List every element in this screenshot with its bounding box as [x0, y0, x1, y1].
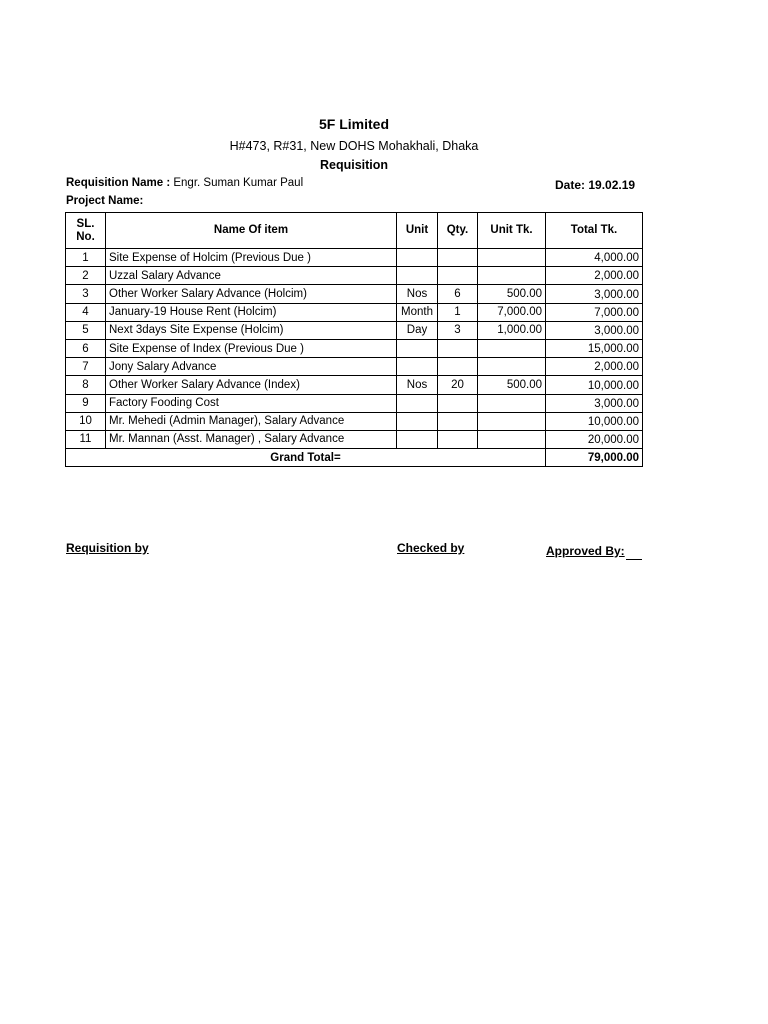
cell-sl: 9	[66, 394, 106, 412]
table-row	[66, 412, 643, 430]
cell-qty	[438, 430, 478, 448]
requisition-name-line	[66, 177, 303, 189]
cell-total: 3,000.00	[546, 394, 643, 412]
cell-unit-tk: 7,000.00	[478, 303, 546, 321]
cell-unit-tk	[478, 412, 546, 430]
approved-by-signature-line	[626, 559, 642, 560]
cell-sl: 7	[66, 358, 106, 376]
cell-unit-tk	[478, 430, 546, 448]
cell-total: 10,000.00	[546, 376, 643, 394]
document-title: Requisition	[319, 158, 389, 172]
table-row	[66, 249, 643, 267]
table-header-row	[66, 213, 643, 249]
cell-unit	[397, 267, 438, 285]
cell-sl: 3	[66, 285, 106, 303]
company-address: H#473, R#31, New DOHS Mohakhali, Dhaka	[229, 139, 479, 153]
approved-by-label: Approved By:	[546, 544, 625, 558]
cell-unit	[397, 412, 438, 430]
requisition-by-label: Requisition by	[66, 541, 149, 555]
requisition-name-value: Engr. Suman Kumar Paul	[173, 177, 304, 189]
cell-qty	[438, 394, 478, 412]
cell-qty: 6	[438, 285, 478, 303]
cell-item: Uzzal Salary Advance	[106, 267, 397, 285]
cell-sl: 11	[66, 430, 106, 448]
header-qty: Qty.	[438, 213, 478, 249]
cell-item: Other Worker Salary Advance (Index)	[106, 376, 397, 394]
cell-unit-tk: 1,000.00	[478, 321, 546, 339]
cell-total: 3,000.00	[546, 321, 643, 339]
cell-total: 3,000.00	[546, 285, 643, 303]
cell-total: 2,000.00	[546, 267, 643, 285]
cell-unit	[397, 394, 438, 412]
cell-unit-tk	[478, 249, 546, 267]
header-no: No.	[76, 230, 95, 243]
cell-qty: 3	[438, 321, 478, 339]
cell-sl: 4	[66, 303, 106, 321]
cell-qty	[438, 249, 478, 267]
table-row	[66, 430, 643, 448]
header-sl-no	[66, 213, 106, 249]
cell-item: Mr. Mehedi (Admin Manager), Salary Advance	[106, 412, 397, 430]
project-name-label: Project Name:	[66, 195, 144, 207]
requisition-name-label: Requisition Name :	[66, 177, 171, 189]
table-row	[66, 339, 643, 357]
cell-unit	[397, 249, 438, 267]
cell-qty	[438, 412, 478, 430]
cell-unit-tk: 500.00	[478, 376, 546, 394]
cell-qty: 20	[438, 376, 478, 394]
table-row	[66, 285, 643, 303]
checked-by-label: Checked by	[397, 541, 465, 555]
grand-total-label: Grand Total=	[66, 449, 546, 467]
cell-qty	[438, 339, 478, 357]
cell-sl: 10	[66, 412, 106, 430]
grand-total-row	[66, 449, 643, 467]
cell-qty	[438, 358, 478, 376]
cell-item: Jony Salary Advance	[106, 358, 397, 376]
table-row	[66, 376, 643, 394]
cell-total: 15,000.00	[546, 339, 643, 357]
cell-unit: Nos	[397, 285, 438, 303]
cell-qty: 1	[438, 303, 478, 321]
header-sl: SL.	[76, 217, 95, 230]
cell-sl: 2	[66, 267, 106, 285]
cell-unit: Day	[397, 321, 438, 339]
cell-sl: 5	[66, 321, 106, 339]
cell-sl: 1	[66, 249, 106, 267]
cell-item: Next 3days Site Expense (Holcim)	[106, 321, 397, 339]
cell-item: Site Expense of Index (Previous Due )	[106, 339, 397, 357]
company-name: 5F Limited	[318, 116, 389, 132]
cell-unit-tk	[478, 358, 546, 376]
cell-item: Site Expense of Holcim (Previous Due )	[106, 249, 397, 267]
document-date: Date: 19.02.19	[555, 178, 636, 192]
cell-unit-tk	[478, 339, 546, 357]
cell-unit: Month	[397, 303, 438, 321]
table-row	[66, 267, 643, 285]
requisition-table	[65, 212, 643, 467]
cell-unit-tk	[478, 267, 546, 285]
cell-item: Factory Fooding Cost	[106, 394, 397, 412]
cell-unit	[397, 358, 438, 376]
cell-total: 10,000.00	[546, 412, 643, 430]
cell-sl: 8	[66, 376, 106, 394]
cell-item: Other Worker Salary Advance (Holcim)	[106, 285, 397, 303]
header-unit-tk: Unit Tk.	[478, 213, 546, 249]
table-row	[66, 321, 643, 339]
header-unit: Unit	[397, 213, 438, 249]
cell-qty	[438, 267, 478, 285]
table-row	[66, 303, 643, 321]
cell-unit	[397, 430, 438, 448]
table-row	[66, 394, 643, 412]
header-item: Name Of item	[106, 213, 397, 249]
cell-sl: 6	[66, 339, 106, 357]
grand-total-value: 79,000.00	[546, 449, 643, 467]
cell-total: 20,000.00	[546, 430, 643, 448]
cell-unit: Nos	[397, 376, 438, 394]
cell-unit-tk	[478, 394, 546, 412]
cell-total: 7,000.00	[546, 303, 643, 321]
cell-total: 2,000.00	[546, 358, 643, 376]
cell-unit-tk: 500.00	[478, 285, 546, 303]
cell-item: January-19 House Rent (Holcim)	[106, 303, 397, 321]
table-row	[66, 358, 643, 376]
cell-item: Mr. Mannan (Asst. Manager) , Salary Advance	[106, 430, 397, 448]
cell-unit	[397, 339, 438, 357]
header-total-tk: Total Tk.	[546, 213, 643, 249]
cell-total: 4,000.00	[546, 249, 643, 267]
